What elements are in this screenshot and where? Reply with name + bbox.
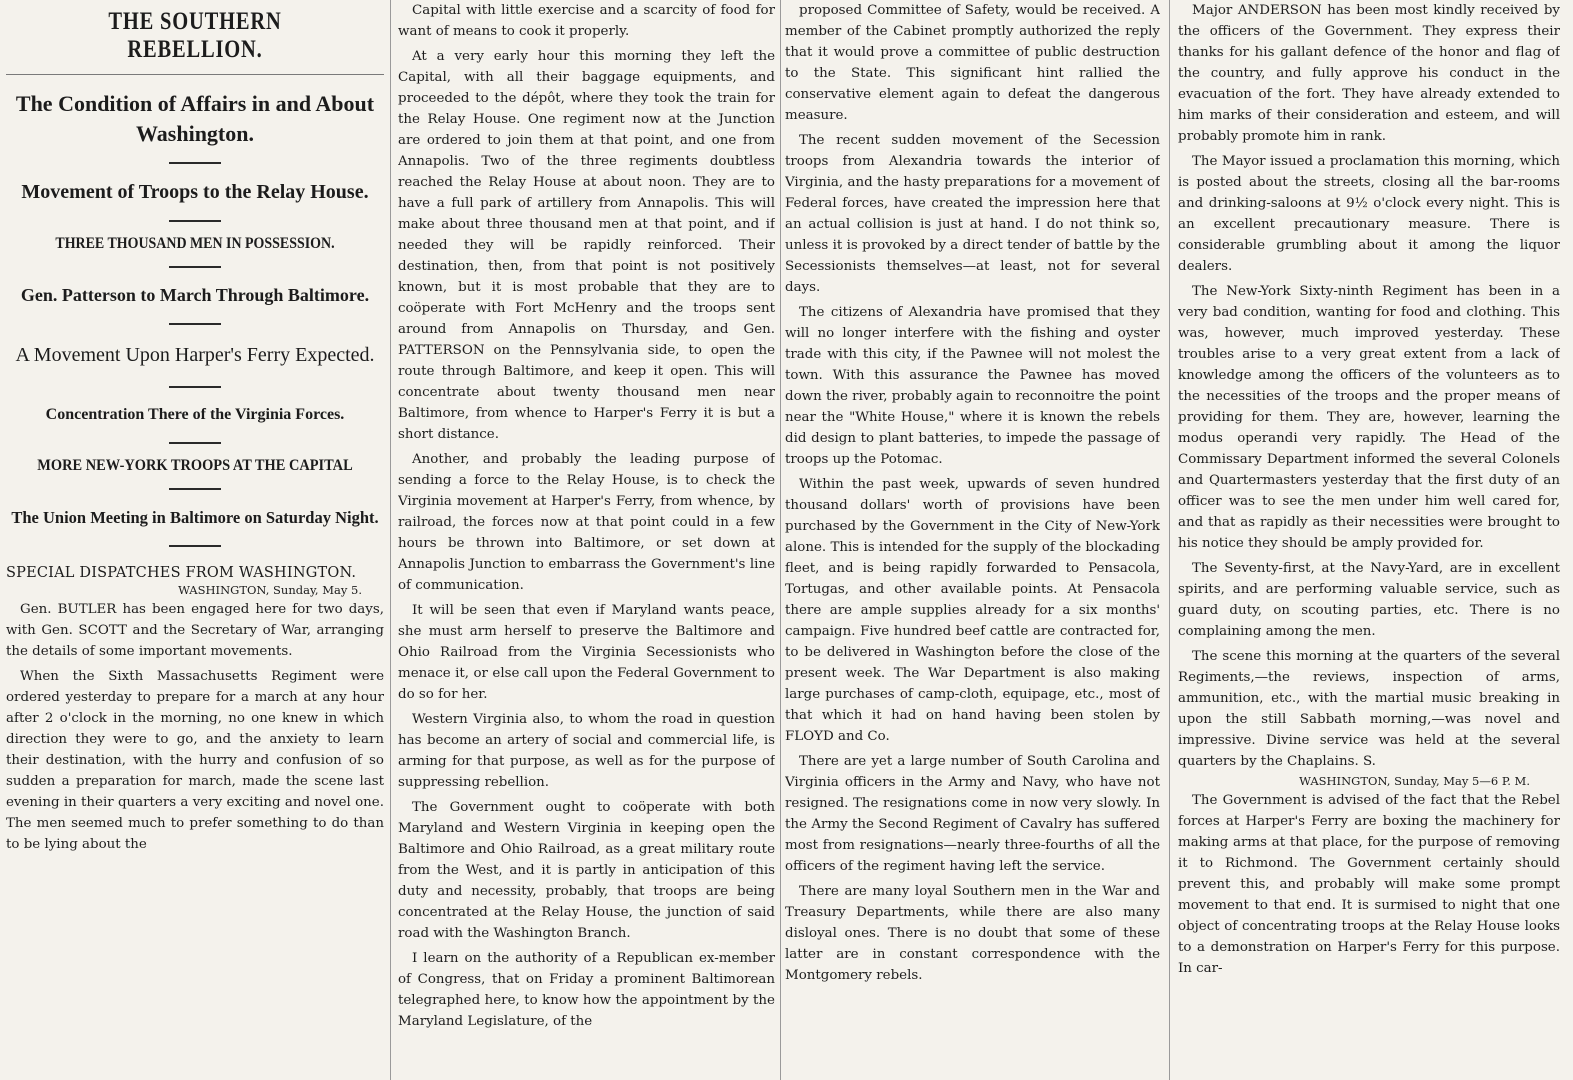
paragraph: There are many loyal Southern men in the War and Treasury Departments, while there are also many disloyal ones. There is no doubt that some of these latter are in constant correspondence with the Montgomery rebels. — [785, 884, 1160, 983]
headline-6: Concentration There of the Virginia Forces. — [45, 406, 345, 423]
divider — [169, 220, 221, 222]
paragraph: The citizens of Alexandria have promised that they will no longer interfere with the fishing and oyster trade with this city, if the Pawnee will not molest the town. With this assurance the Pawnee has moved down the river, probably again to reconnoitre the point near the "White House," where it is known the rebels did design to plant batteries, to impede the passage of troops up the Potomac. — [785, 305, 1160, 467]
paragraph: The Government is advised of the fact that the Rebel forces at Harper's Ferry are boxing the machinery for making arms at that place, for the purpose of removing it to Richmond. The Government certainly should prevent this, and probably will make some prompt movement to that end. It is surmised to night that one object of concentrating troops at the Relay House looks to a demonstration on Harper's Ferry for this purpose. In car- — [1178, 793, 1560, 976]
divider — [169, 323, 221, 325]
paragraph: When the Sixth Massachusetts Regiment were ordered yesterday to prepare for a march at any hour after 2 o'clock in the morning, no one knew in which direction they were to go, and the anxiety to learn their destination, with the hurry and confusion of so sudden a preparation for march, made the scene last evening in their quarters a very exciting and novel one. The men seemed much to prefer something to do than to be lying about the — [6, 669, 384, 852]
title-rule — [6, 74, 384, 75]
paragraph: The Seventy-first, at the Navy-Yard, are in excellent spirits, and are performing valuable service, such as guard duty, on scouting parties, etc. There is no complaining among the men. — [1178, 561, 1560, 639]
paragraph: Western Virginia also, to whom the road in question has become an artery of social and commercial life, is arming for that purpose, as well as for the purpose of suppressing rebellion. — [398, 712, 775, 790]
divider — [169, 488, 221, 490]
paragraph: There are yet a large number of South Carolina and Virginia officers in the Army and Navy, who have not resigned. The resignations come in now very slowly. In the Army the Second Regiment of Cavalry has suffered most from resignations—nearly three-fourths of all the officers of the regiment having left the service. — [785, 754, 1160, 874]
column-rule — [780, 0, 781, 1080]
paragraph: I learn on the authority of a Republican ex-member of Congress, that on Friday a prominent Baltimorean telegraphed here, to know how the appointment by the Maryland Legislature, of the — [398, 951, 775, 1029]
page-title: THE SOUTHERN REBELLION. — [108, 8, 282, 63]
paragraph: proposed Committee of Safety, would be received. A member of the Cabinet promptly authorized the reply that it would prove a committee of public destruction to the State. This significant hint rallied the conservative element again to defeat the dangerous measure. — [785, 3, 1160, 123]
paragraph: The scene this morning at the quarters of the several Regiments,—the reviews, inspection of arms, ammunition, etc., with the martial music breaking in upon the still Sabbath morning,—was novel and impressive. Divine service was held at the several quarters by the Chaplains. S. — [1178, 649, 1560, 769]
headline-7: MORE NEW-YORK TROOPS AT THE CAPITAL — [37, 457, 353, 474]
headline-2: Movement of Troops to the Relay House. — [21, 181, 369, 203]
paragraph: The New-York Sixty-ninth Regiment has been in a very bad condition, wanting for food and clothing. This was, however, much improved yesterday. These troubles arise to a very great extent from a lack of knowledge among the officers of the volunteers as to the necessities of the troops and the proper means of providing for them. They are, however, learning the modus operandi very rapidly. The Head of the Commissary Department informed the several Colonels and Quartermasters yesterday that the first duty of an officer was to see the men under him well cared for, and that as rapidly as their necessities were brought to his notice they should be amply provided for. — [1178, 284, 1560, 551]
paragraph: Another, and probably the leading purpose of sending a force to the Relay House, is to check the Virginia movement at Harper's Ferry, from whence, by railroad, the forces now at that point could in a few hours be thrown into Baltimore, or set down at Annapolis Junction to embarrass the Government's line of communication. — [398, 452, 775, 593]
dispatch-heading: SPECIAL DISPATCHES FROM WASHINGTON. — [6, 565, 357, 581]
paragraph: The recent sudden movement of the Secession troops from Alexandria towards the interior of Virginia, and the hasty preparations for a movement of Federal forces, have created the impression here that an actual collision is just at hand. I do not think so, unless it is provoked by a direct tender of battle by the Secessionists themselves—at least, not for several days. — [785, 133, 1160, 295]
column-3 — [785, 0, 1160, 1080]
paragraph: Capital with little exercise and a scarcity of food for want of means to cook it properly. — [398, 3, 775, 39]
paragraph: It will be seen that even if Maryland wants peace, she must arm herself to preserve the Baltimore and Ohio Railroad from the Virginia Secessionists who menace it, or else call upon the Federal Government to do so for her. — [398, 603, 775, 702]
dateline: WASHINGTON, Sunday, May 5—6 P. M. — [1299, 774, 1530, 788]
headline-5: A Movement Upon Harper's Ferry Expected. — [15, 344, 375, 366]
divider — [169, 442, 221, 444]
paragraph: Major ANDERSON has been most kindly received by the officers of the Government. They express their thanks for his gallant defence of the honor and flag of the country, and fully approve his conduct in the evacuation of the fort. They have already extended to him marks of their consideration and esteem, and will probably promote him in rank. — [1178, 3, 1560, 144]
divider — [169, 386, 221, 388]
divider — [169, 266, 221, 268]
column-rule — [390, 0, 391, 1080]
headline-8: The Union Meeting in Baltimore on Saturday Night. — [11, 508, 379, 527]
paragraph: The Mayor issued a proclamation this morning, which is posted about the streets, closing all the bar-rooms and drinking-saloons at 9½ o'clock every night. This is an excellent precautionary measure. There is considerable grumbling about it among the liquor dealers. — [1178, 154, 1560, 274]
column-rule — [1169, 0, 1170, 1080]
column-4 — [1178, 0, 1560, 1080]
dateline: WASHINGTON, Sunday, May 5. — [178, 583, 362, 597]
paragraph: The Government ought to coöperate with both Maryland and Western Virginia in keeping open the Baltimore and Ohio Railroad, as a great military route from the West, and it is partly in anticipation of this duty and necessity, probably, that troops are being concentrated at the Relay House, the junction of said road with the Washington Branch. — [398, 800, 775, 941]
paragraph: At a very early hour this morning they left the Capital, with all their baggage equipments, and proceeded to the dépôt, where they took the train for the Relay House. One regiment now at the Junction are ordered to join them at that point, and one from Annapolis. Two of the three regiments doubtless reached the Relay House at about noon. They are to have a full park of artillery from Annapolis. This will make about three thousand men at that point, and if needed they will be rapidly reinforced. Their destination, then, from that point is not positively known, but it is most probable that they are to coöperate with Fort McHenry and the troops sent around from Annapolis on Thursday, and Gen. PATTERSON on the Pennsylvania side, to open the route through Baltimore, and keep it open. This will concentrate about twenty thousand men near Baltimore, from whence to Harper's Ferry it is but a short distance. — [398, 49, 775, 442]
column-2 — [398, 0, 775, 1080]
paragraph: Gen. BUTLER has been engaged here for two days, with Gen. SCOTT and the Secretary of War, arranging the details of some important movements. — [6, 602, 384, 659]
column-1 — [6, 0, 384, 1080]
headline-1: The Condition of Affairs in and About Washington. — [15, 91, 375, 146]
article-text — [6, 599, 384, 855]
divider — [169, 545, 221, 547]
divider — [169, 162, 221, 164]
paragraph: Within the past week, upwards of seven hundred thousand dollars' worth of provisions have been purchased by the Government in the City of New-York alone. This is intended for the supply of the blockading fleet, and is being rapidly forwarded to Pensacola, Tortugas, and other available points. At Pensacola there are ample supplies already for a six months' campaign. Five hundred beef cattle are contracted for, to be delivered in Washington before the close of the present week. The War Department is also making large purchases of camp-cloth, equipage, etc., most of that which it had on hand having been stolen by FLOYD and Co. — [785, 477, 1160, 744]
headline-3: THREE THOUSAND MEN IN POSSESSION. — [55, 235, 335, 252]
headline-4: Gen. Patterson to March Through Baltimore. — [20, 285, 370, 305]
